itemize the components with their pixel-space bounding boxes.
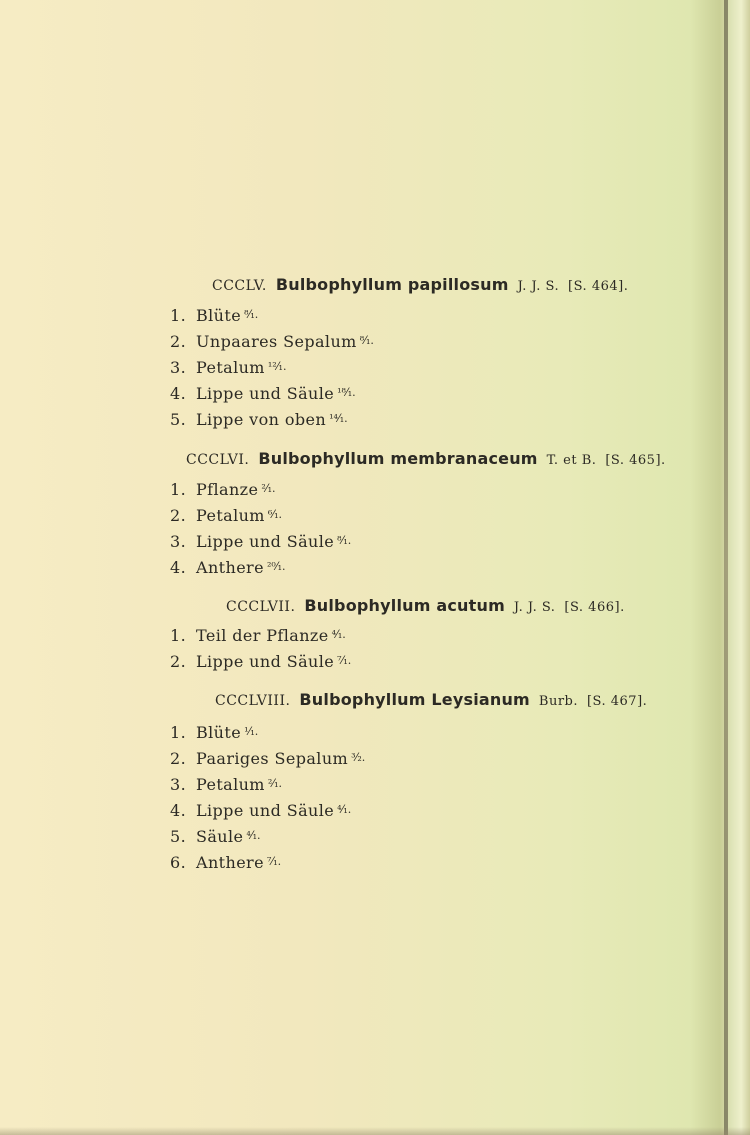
figure-number: 1. [170, 626, 187, 645]
magnification: ⁶⁄₁. [267, 508, 283, 521]
figure-number: 5. [170, 410, 187, 429]
figure-number: 1. [170, 306, 187, 325]
figure-number: 4. [170, 801, 187, 820]
figure-label: Lippe und Säule [196, 384, 335, 403]
figure-item [170, 532, 351, 551]
page-reference: [S. 467]. [586, 694, 648, 709]
magnification: ¹⁄₁. [244, 725, 259, 738]
figure-item [170, 358, 286, 377]
figure-label: Lippe und Säule [196, 652, 335, 671]
figure-item [170, 480, 276, 499]
page-reference: [S. 465]. [605, 453, 666, 468]
figure-number: 5. [170, 827, 187, 846]
page-edge-right [728, 0, 750, 1135]
magnification: ⁴⁄₁. [331, 628, 346, 641]
figure-number: 3. [170, 532, 187, 551]
page-reference: [S. 464]. [568, 279, 629, 294]
figure-item [170, 801, 351, 820]
figure-item [170, 853, 281, 872]
figure-label: Anthere [196, 558, 264, 577]
figure-number: 1. [170, 723, 187, 742]
species-name: Bulbophyllum membranaceum [258, 449, 538, 468]
figure-number: 2. [170, 332, 187, 351]
figure-number: 2. [170, 652, 187, 671]
figure-label: Anthere [196, 853, 264, 872]
magnification: ⁴⁄₁. [337, 803, 352, 816]
magnification: ⁷⁄₁. [266, 855, 282, 868]
magnification: ⁸⁄₁. [359, 334, 374, 347]
figure-label: Lippe von oben [196, 410, 327, 429]
plate-number: CCCLV. [212, 278, 267, 294]
magnification: ²⁰⁄₁. [266, 560, 286, 573]
figure-label: Unpaares Sepalum [196, 332, 357, 351]
figure-label: Lippe und Säule [196, 801, 335, 820]
figure-label: Blüte [196, 306, 242, 325]
figure-label: Pflanze [196, 480, 259, 499]
page-reference: [S. 466]. [564, 600, 625, 615]
figure-item [170, 306, 258, 325]
plate-heading [226, 596, 625, 615]
figure-item [170, 723, 258, 742]
species-author: J. J. S. [517, 279, 560, 294]
species-name: Bulbophyllum acutum [304, 596, 505, 615]
magnification: ¹⁴⁄₁. [329, 412, 348, 425]
magnification: ⁸⁄₁. [244, 308, 259, 321]
plate-heading [215, 690, 647, 709]
species-author: T. et B. [546, 453, 597, 468]
magnification: ¹²⁄₁. [267, 360, 287, 373]
species-name: Bulbophyllum papillosum [275, 275, 509, 294]
figure-number: 2. [170, 749, 187, 768]
figure-number: 2. [170, 506, 187, 525]
figure-item [170, 827, 261, 846]
magnification: ³⁄₂. [351, 751, 366, 764]
magnification: ²⁄₁. [267, 777, 283, 790]
figure-item [170, 410, 348, 429]
figure-item [170, 749, 365, 768]
figure-number: 6. [170, 853, 187, 872]
figure-label: Petalum [196, 775, 265, 794]
magnification: ¹⁸⁄₁. [337, 386, 356, 399]
figure-label: Teil der Pflanze [196, 626, 329, 645]
figure-label: Petalum [196, 506, 265, 525]
figure-number: 1. [170, 480, 187, 499]
figure-label: Blüte [196, 723, 242, 742]
figure-number: 3. [170, 358, 187, 377]
figure-label: Säule [196, 827, 244, 846]
figure-item [170, 506, 282, 525]
figure-item [170, 775, 282, 794]
figure-number: 3. [170, 775, 187, 794]
magnification: ⁸⁄₁. [337, 534, 352, 547]
plate-number: CCCLVII. [226, 599, 296, 615]
plate-number: CCCLVIII. [215, 693, 291, 709]
binding-line [724, 0, 728, 1135]
plate-number: CCCLVI. [186, 452, 250, 468]
figure-item [170, 558, 286, 577]
figure-number: 4. [170, 558, 187, 577]
figure-label: Lippe und Säule [196, 532, 335, 551]
figure-item [170, 332, 374, 351]
figure-item [170, 384, 356, 403]
figure-label: Paariges Sepalum [196, 749, 349, 768]
figure-item [170, 626, 346, 645]
magnification: ⁴⁄₁. [246, 829, 261, 842]
figure-item [170, 652, 351, 671]
species-name: Bulbophyllum Leysianum [299, 690, 530, 709]
figure-label: Petalum [196, 358, 265, 377]
species-author: J. J. S. [513, 600, 556, 615]
plate-heading [212, 275, 628, 294]
figure-number: 4. [170, 384, 187, 403]
magnification: ⁷⁄₁. [337, 654, 352, 667]
species-author: Burb. [538, 694, 579, 709]
magnification: ²⁄₁. [261, 482, 276, 495]
plate-heading [186, 449, 666, 468]
page-bottom-shadow [0, 1127, 750, 1135]
